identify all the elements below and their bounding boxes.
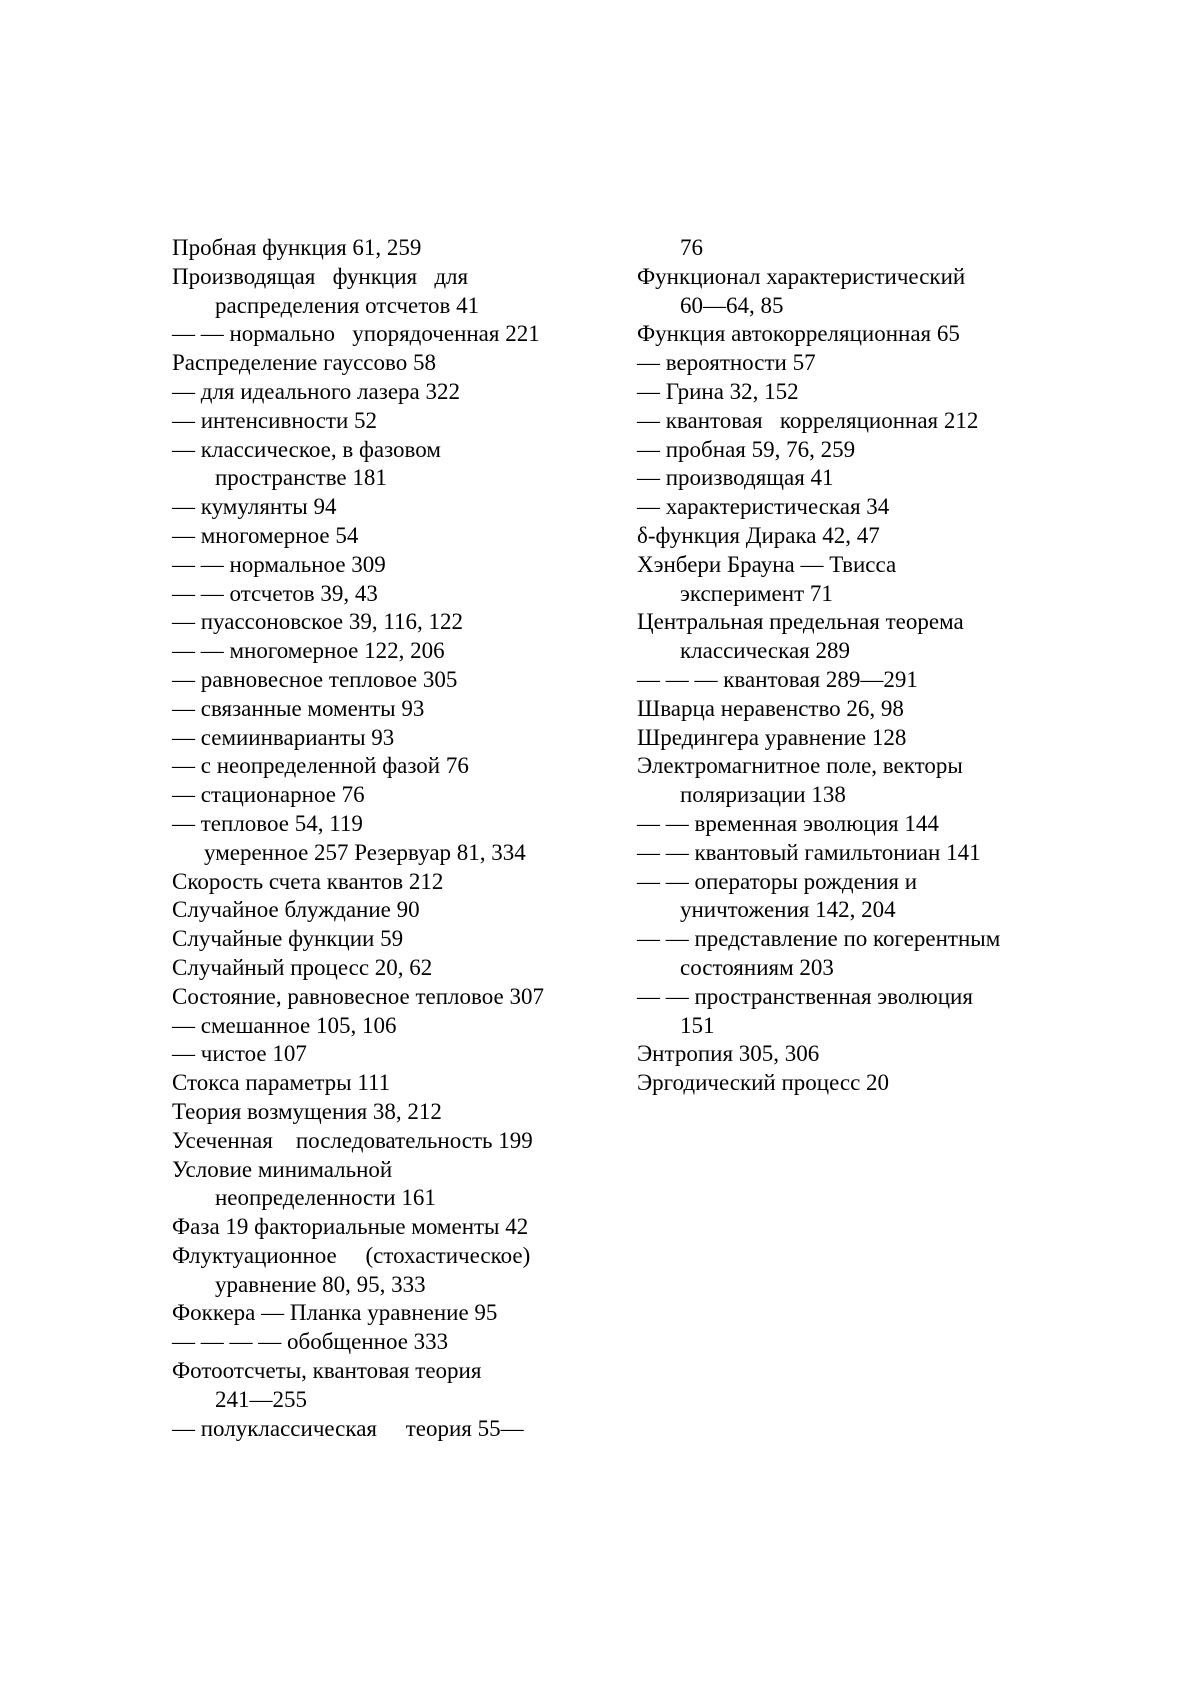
index-entry: — — нормальное 309	[172, 551, 386, 577]
index-entry: поляризации 138	[680, 782, 846, 808]
index-entry: — характеристическая 34	[637, 494, 890, 520]
index-entry: — — пространственная эволюция	[637, 983, 973, 1009]
index-left-column	[172, 234, 592, 1443]
index-entry: Хэнбери Брауна — Твисса	[637, 551, 897, 577]
index-entry: — Грина 32, 152	[637, 378, 799, 404]
index-entry: Электромагнитное поле, векторы	[637, 753, 963, 779]
index-entry: Условие минимальной	[172, 1156, 393, 1182]
index-entry: Шредингера уравнение 128	[637, 724, 907, 750]
index-entry: Теория возмущения 38, 212	[172, 1098, 442, 1124]
index-entry: — производящая 41	[637, 465, 834, 491]
index-entry: Пробная функция 61, 259	[172, 235, 422, 260]
index-entry: — семиинварианты 93	[172, 724, 395, 750]
index-entry: — вероятности 57	[637, 350, 816, 376]
index-entry: Флуктуационное (стохастическое)	[172, 1242, 531, 1268]
index-entry: Фаза 19 факториальные моменты 42	[172, 1214, 529, 1240]
index-entry: — квантовая корреляционная 212	[637, 407, 979, 433]
index-entry: 241—255	[215, 1386, 307, 1412]
index-entry: Функционал характеристический	[637, 263, 966, 289]
index-entry: — с неопределенной фазой 76	[172, 753, 469, 779]
index-entry: — для идеального лазера 322	[172, 378, 460, 404]
index-entry: Шварца неравенство 26, 98	[637, 695, 904, 721]
index-entry: Усеченная последовательность 199	[172, 1127, 533, 1153]
index-entry: Эргодический процесс 20	[637, 1070, 890, 1096]
index-entry: — полуклассическая теория 55—	[172, 1415, 524, 1441]
index-entry: неопределенности 161	[215, 1185, 436, 1211]
index-entry: Состояние, равновесное тепловое 307	[172, 983, 544, 1009]
index-entry: Скорость счета квантов 212	[172, 868, 444, 894]
index-entry: — — временная эволюция 144	[637, 810, 939, 836]
index-entry: распределения отсчетов 41	[215, 292, 480, 318]
index-entry: — — отсчетов 39, 43	[172, 580, 378, 606]
index-entry: Энтропия 305, 306	[637, 1041, 820, 1067]
index-entry: — чистое 107	[172, 1041, 307, 1067]
index-entry: — стационарное 76	[172, 782, 365, 808]
index-entry: Производящая функция для	[172, 263, 469, 289]
index-entry: — — операторы рождения и	[637, 868, 918, 894]
index-entry: — — квантовый гамильтониан 141	[637, 839, 981, 865]
index-entry: 76	[680, 235, 703, 260]
index-entry: Случайные функции 59	[172, 926, 404, 952]
index-entry: эксперимент 71	[680, 580, 833, 606]
index-entry: — классическое, в фазовом	[172, 436, 441, 462]
index-entry: — — — квантовая 289—291	[637, 666, 918, 692]
index-entry: — — многомерное 122, 206	[172, 638, 445, 664]
index-entry: — — — — обобщенное 333	[172, 1329, 449, 1355]
index-entry: — многомерное 54	[172, 522, 359, 548]
index-right-column	[637, 234, 1057, 1098]
index-entry: состояниям 203	[680, 954, 834, 980]
index-entry: Стокса параметры 111	[172, 1070, 391, 1096]
index-entry: — пуассоновское 39, 116, 122	[172, 609, 464, 635]
index-entry: — тепловое 54, 119	[172, 810, 363, 836]
index-entry: — равновесное тепловое 305	[172, 666, 458, 692]
index-entry: δ-функция Дирака 42, 47	[637, 522, 880, 548]
index-entry: 151	[680, 1012, 715, 1038]
index-entry: — связанные моменты 93	[172, 695, 425, 721]
index-entry: Функция автокорреляционная 65	[637, 321, 960, 347]
index-entry: классическая 289	[680, 638, 851, 664]
index-entry: — смешанное 105, 106	[172, 1012, 397, 1038]
index-entry: пространстве 181	[215, 465, 387, 491]
index-entry: — пробная 59, 76, 259	[637, 436, 856, 462]
index-entry: Фотоотсчеты, квантовая теория	[172, 1358, 482, 1384]
index-entry: Распределение гауссово 58	[172, 350, 436, 376]
index-entry: Фоккера — Планка уравнение 95	[172, 1300, 498, 1326]
index-entry: — интенсивности 52	[172, 407, 378, 433]
index-entry: уничтожения 142, 204	[680, 897, 896, 923]
index-entry: Случайный процесс 20, 62	[172, 954, 433, 980]
index-entry: умеренное 257 Резервуар 81, 334	[204, 839, 526, 865]
index-entry: Центральная предельная теорема	[637, 609, 964, 635]
index-entry: 60—64, 85	[680, 292, 784, 318]
index-entry: уравнение 80, 95, 333	[215, 1271, 426, 1297]
index-entry: Случайное блуждание 90	[172, 897, 420, 923]
index-entry: — — нормально упорядоченная 221	[172, 321, 540, 347]
index-entry: — кумулянты 94	[172, 494, 337, 520]
index-entry: — — представление по когерентным	[637, 926, 1001, 952]
